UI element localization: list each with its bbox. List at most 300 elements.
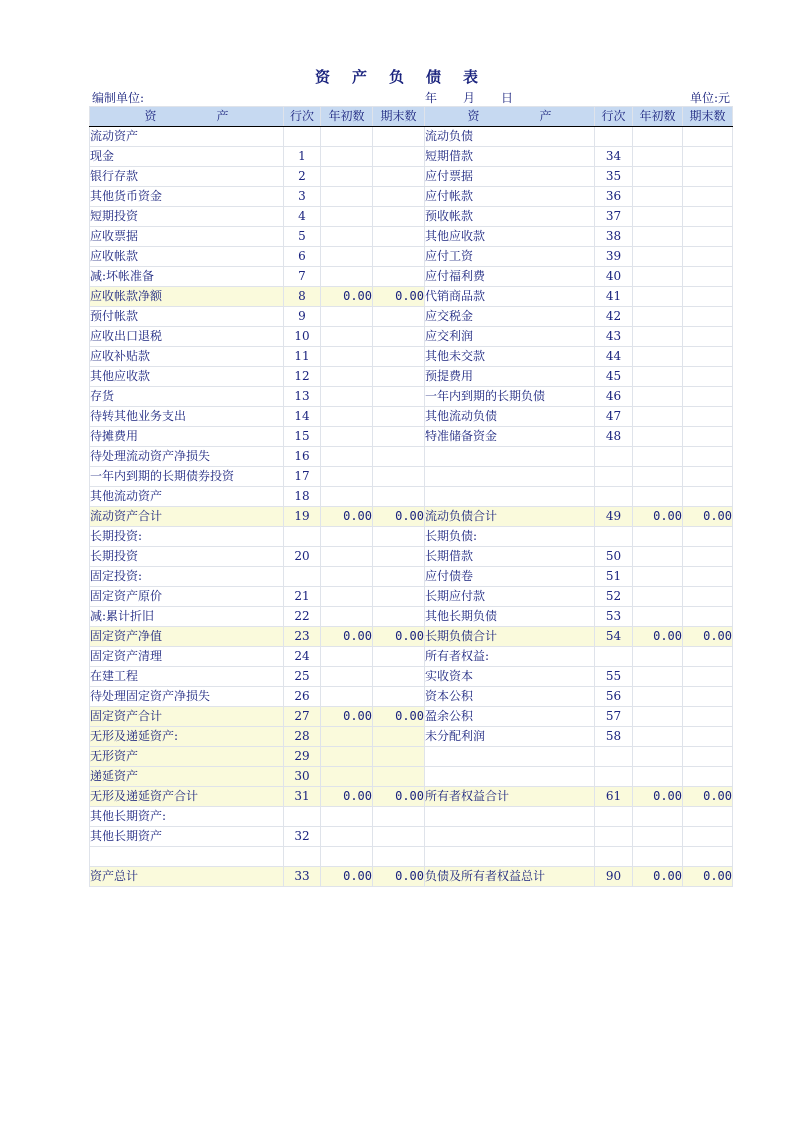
liability-end-value[interactable]: 0.00 bbox=[683, 507, 733, 527]
asset-begin-value[interactable] bbox=[321, 727, 373, 747]
liability-row-no[interactable]: 47 bbox=[595, 407, 633, 427]
liability-end-value[interactable] bbox=[683, 727, 733, 747]
asset-item-name[interactable]: 应收补贴款 bbox=[90, 347, 284, 367]
asset-item-name[interactable]: 其他流动资产 bbox=[90, 487, 284, 507]
liability-row-no[interactable]: 48 bbox=[595, 427, 633, 447]
liability-end-value[interactable] bbox=[683, 327, 733, 347]
asset-item-name[interactable]: 流动资产 bbox=[90, 127, 284, 147]
asset-item-name[interactable]: 待处理流动资产净损失 bbox=[90, 447, 284, 467]
asset-end-value[interactable] bbox=[373, 127, 425, 147]
asset-row-no[interactable]: 17 bbox=[284, 467, 321, 487]
asset-end-value[interactable] bbox=[373, 687, 425, 707]
asset-row-no[interactable]: 14 bbox=[284, 407, 321, 427]
liability-item-name[interactable]: 预提费用 bbox=[425, 367, 595, 387]
liability-begin-value[interactable] bbox=[633, 807, 683, 827]
liability-begin-value[interactable] bbox=[633, 207, 683, 227]
liability-end-value[interactable] bbox=[683, 827, 733, 847]
liability-item-name[interactable]: 预收帐款 bbox=[425, 207, 595, 227]
asset-end-value[interactable] bbox=[373, 207, 425, 227]
liability-item-name[interactable]: 应交利润 bbox=[425, 327, 595, 347]
asset-item-name[interactable]: 待摊费用 bbox=[90, 427, 284, 447]
asset-begin-value[interactable] bbox=[321, 547, 373, 567]
asset-row-no[interactable]: 27 bbox=[284, 707, 321, 727]
asset-item-name[interactable]: 一年内到期的长期债券投资 bbox=[90, 467, 284, 487]
liability-begin-value[interactable] bbox=[633, 727, 683, 747]
asset-end-value[interactable] bbox=[373, 187, 425, 207]
asset-end-value[interactable]: 0.00 bbox=[373, 507, 425, 527]
asset-row-no[interactable] bbox=[284, 807, 321, 827]
asset-row-no[interactable]: 19 bbox=[284, 507, 321, 527]
asset-begin-value[interactable]: 0.00 bbox=[321, 287, 373, 307]
liability-end-value[interactable] bbox=[683, 807, 733, 827]
asset-end-value[interactable]: 0.00 bbox=[373, 787, 425, 807]
liability-row-no[interactable]: 57 bbox=[595, 707, 633, 727]
asset-item-name[interactable]: 现金 bbox=[90, 147, 284, 167]
asset-begin-value[interactable] bbox=[321, 267, 373, 287]
asset-begin-value[interactable] bbox=[321, 367, 373, 387]
liability-end-value[interactable] bbox=[683, 447, 733, 467]
liability-end-value[interactable] bbox=[683, 527, 733, 547]
asset-row-no[interactable]: 11 bbox=[284, 347, 321, 367]
liability-end-value[interactable]: 0.00 bbox=[683, 867, 733, 887]
asset-end-value[interactable] bbox=[373, 827, 425, 847]
liability-row-no[interactable]: 42 bbox=[595, 307, 633, 327]
liability-row-no[interactable]: 51 bbox=[595, 567, 633, 587]
liability-item-name[interactable]: 其他流动负债 bbox=[425, 407, 595, 427]
asset-end-value[interactable]: 0.00 bbox=[373, 707, 425, 727]
asset-begin-value[interactable]: 0.00 bbox=[321, 707, 373, 727]
liability-row-no[interactable]: 61 bbox=[595, 787, 633, 807]
liability-item-name[interactable]: 一年内到期的长期负债 bbox=[425, 387, 595, 407]
liability-row-no[interactable] bbox=[595, 827, 633, 847]
asset-row-no[interactable]: 20 bbox=[284, 547, 321, 567]
asset-item-name[interactable]: 固定投资: bbox=[90, 567, 284, 587]
liability-row-no[interactable]: 37 bbox=[595, 207, 633, 227]
asset-begin-value[interactable] bbox=[321, 687, 373, 707]
asset-row-no[interactable]: 9 bbox=[284, 307, 321, 327]
liability-item-name[interactable] bbox=[425, 467, 595, 487]
asset-item-name[interactable]: 固定资产原价 bbox=[90, 587, 284, 607]
asset-row-no[interactable]: 29 bbox=[284, 747, 321, 767]
asset-row-no[interactable]: 6 bbox=[284, 247, 321, 267]
liability-begin-value[interactable] bbox=[633, 167, 683, 187]
asset-item-name[interactable]: 待处理固定资产净损失 bbox=[90, 687, 284, 707]
liability-end-value[interactable] bbox=[683, 287, 733, 307]
asset-row-no[interactable]: 5 bbox=[284, 227, 321, 247]
asset-row-no[interactable] bbox=[284, 567, 321, 587]
asset-item-name[interactable]: 在建工程 bbox=[90, 667, 284, 687]
asset-begin-value[interactable] bbox=[321, 607, 373, 627]
asset-item-name[interactable]: 其他应收款 bbox=[90, 367, 284, 387]
asset-row-no[interactable] bbox=[284, 847, 321, 867]
asset-row-no[interactable]: 18 bbox=[284, 487, 321, 507]
liability-row-no[interactable] bbox=[595, 527, 633, 547]
asset-begin-value[interactable] bbox=[321, 167, 373, 187]
asset-end-value[interactable] bbox=[373, 527, 425, 547]
liability-row-no[interactable]: 36 bbox=[595, 187, 633, 207]
asset-item-name[interactable]: 固定资产清理 bbox=[90, 647, 284, 667]
asset-begin-value[interactable] bbox=[321, 647, 373, 667]
asset-row-no[interactable]: 23 bbox=[284, 627, 321, 647]
asset-begin-value[interactable] bbox=[321, 327, 373, 347]
asset-end-value[interactable] bbox=[373, 447, 425, 467]
liability-begin-value[interactable] bbox=[633, 467, 683, 487]
liability-begin-value[interactable] bbox=[633, 287, 683, 307]
asset-item-name[interactable]: 应收帐款净额 bbox=[90, 287, 284, 307]
asset-begin-value[interactable] bbox=[321, 307, 373, 327]
asset-row-no[interactable] bbox=[284, 527, 321, 547]
asset-item-name[interactable]: 其他长期资产: bbox=[90, 807, 284, 827]
asset-row-no[interactable]: 22 bbox=[284, 607, 321, 627]
liability-row-no[interactable]: 34 bbox=[595, 147, 633, 167]
asset-begin-value[interactable] bbox=[321, 207, 373, 227]
liability-row-no[interactable] bbox=[595, 747, 633, 767]
asset-end-value[interactable] bbox=[373, 307, 425, 327]
liability-row-no[interactable]: 50 bbox=[595, 547, 633, 567]
asset-row-no[interactable]: 4 bbox=[284, 207, 321, 227]
asset-end-value[interactable] bbox=[373, 167, 425, 187]
asset-end-value[interactable] bbox=[373, 647, 425, 667]
asset-item-name[interactable]: 减:累计折旧 bbox=[90, 607, 284, 627]
asset-end-value[interactable] bbox=[373, 267, 425, 287]
liability-begin-value[interactable] bbox=[633, 267, 683, 287]
liability-begin-value[interactable] bbox=[633, 527, 683, 547]
liability-row-no[interactable]: 40 bbox=[595, 267, 633, 287]
liability-row-no[interactable] bbox=[595, 847, 633, 867]
asset-end-value[interactable] bbox=[373, 807, 425, 827]
liability-item-name[interactable] bbox=[425, 767, 595, 787]
liability-row-no[interactable]: 52 bbox=[595, 587, 633, 607]
asset-begin-value[interactable] bbox=[321, 827, 373, 847]
asset-item-name[interactable]: 无形及递延资产合计 bbox=[90, 787, 284, 807]
liability-begin-value[interactable] bbox=[633, 667, 683, 687]
liability-end-value[interactable] bbox=[683, 687, 733, 707]
liability-row-no[interactable]: 45 bbox=[595, 367, 633, 387]
liability-item-name[interactable]: 负债及所有者权益总计 bbox=[425, 867, 595, 887]
asset-row-no[interactable]: 21 bbox=[284, 587, 321, 607]
asset-end-value[interactable] bbox=[373, 247, 425, 267]
asset-row-no[interactable]: 28 bbox=[284, 727, 321, 747]
asset-item-name[interactable]: 存货 bbox=[90, 387, 284, 407]
liability-item-name[interactable]: 盈余公积 bbox=[425, 707, 595, 727]
liability-item-name[interactable]: 应付帐款 bbox=[425, 187, 595, 207]
asset-begin-value[interactable] bbox=[321, 567, 373, 587]
asset-end-value[interactable] bbox=[373, 427, 425, 447]
liability-row-no[interactable]: 49 bbox=[595, 507, 633, 527]
liability-begin-value[interactable] bbox=[633, 347, 683, 367]
asset-item-name[interactable]: 减:坏帐准备 bbox=[90, 267, 284, 287]
asset-row-no[interactable]: 30 bbox=[284, 767, 321, 787]
asset-end-value[interactable]: 0.00 bbox=[373, 287, 425, 307]
liability-end-value[interactable] bbox=[683, 567, 733, 587]
asset-begin-value[interactable] bbox=[321, 847, 373, 867]
liability-end-value[interactable] bbox=[683, 427, 733, 447]
liability-row-no[interactable]: 38 bbox=[595, 227, 633, 247]
liability-end-value[interactable] bbox=[683, 187, 733, 207]
liability-end-value[interactable] bbox=[683, 487, 733, 507]
liability-row-no[interactable] bbox=[595, 487, 633, 507]
liability-end-value[interactable] bbox=[683, 667, 733, 687]
liability-end-value[interactable] bbox=[683, 707, 733, 727]
asset-end-value[interactable] bbox=[373, 547, 425, 567]
asset-row-no[interactable]: 24 bbox=[284, 647, 321, 667]
liability-begin-value[interactable] bbox=[633, 147, 683, 167]
asset-begin-value[interactable]: 0.00 bbox=[321, 507, 373, 527]
liability-item-name[interactable]: 所有者权益合计 bbox=[425, 787, 595, 807]
liability-end-value[interactable] bbox=[683, 587, 733, 607]
liability-item-name[interactable] bbox=[425, 827, 595, 847]
liability-begin-value[interactable] bbox=[633, 847, 683, 867]
asset-item-name[interactable]: 短期投资 bbox=[90, 207, 284, 227]
asset-item-name[interactable]: 应收票据 bbox=[90, 227, 284, 247]
asset-end-value[interactable] bbox=[373, 467, 425, 487]
asset-row-no[interactable]: 26 bbox=[284, 687, 321, 707]
liability-item-name[interactable]: 长期负债: bbox=[425, 527, 595, 547]
asset-item-name[interactable]: 待转其他业务支出 bbox=[90, 407, 284, 427]
asset-begin-value[interactable] bbox=[321, 467, 373, 487]
liability-end-value[interactable] bbox=[683, 167, 733, 187]
asset-end-value[interactable] bbox=[373, 367, 425, 387]
liability-item-name[interactable]: 实收资本 bbox=[425, 667, 595, 687]
liability-begin-value[interactable] bbox=[633, 687, 683, 707]
asset-end-value[interactable] bbox=[373, 727, 425, 747]
liability-begin-value[interactable] bbox=[633, 547, 683, 567]
asset-item-name[interactable]: 无形资产 bbox=[90, 747, 284, 767]
liability-item-name[interactable] bbox=[425, 847, 595, 867]
liability-item-name[interactable]: 应付工资 bbox=[425, 247, 595, 267]
asset-begin-value[interactable] bbox=[321, 227, 373, 247]
liability-item-name[interactable]: 长期应付款 bbox=[425, 587, 595, 607]
asset-begin-value[interactable] bbox=[321, 447, 373, 467]
liability-begin-value[interactable] bbox=[633, 387, 683, 407]
liability-end-value[interactable]: 0.00 bbox=[683, 787, 733, 807]
liability-row-no[interactable]: 44 bbox=[595, 347, 633, 367]
liability-end-value[interactable] bbox=[683, 247, 733, 267]
asset-item-name[interactable]: 银行存款 bbox=[90, 167, 284, 187]
asset-item-name[interactable]: 其他长期资产 bbox=[90, 827, 284, 847]
liability-begin-value[interactable]: 0.00 bbox=[633, 627, 683, 647]
liability-begin-value[interactable] bbox=[633, 707, 683, 727]
liability-item-name[interactable]: 应付福利费 bbox=[425, 267, 595, 287]
liability-item-name[interactable] bbox=[425, 807, 595, 827]
liability-end-value[interactable]: 0.00 bbox=[683, 627, 733, 647]
asset-item-name[interactable]: 固定资产合计 bbox=[90, 707, 284, 727]
asset-row-no[interactable]: 16 bbox=[284, 447, 321, 467]
asset-row-no[interactable]: 13 bbox=[284, 387, 321, 407]
liability-end-value[interactable] bbox=[683, 467, 733, 487]
asset-begin-value[interactable] bbox=[321, 767, 373, 787]
liability-end-value[interactable] bbox=[683, 747, 733, 767]
liability-item-name[interactable]: 所有者权益: bbox=[425, 647, 595, 667]
asset-end-value[interactable] bbox=[373, 227, 425, 247]
asset-begin-value[interactable] bbox=[321, 147, 373, 167]
liability-item-name[interactable]: 流动负债 bbox=[425, 127, 595, 147]
asset-end-value[interactable]: 0.00 bbox=[373, 867, 425, 887]
liability-begin-value[interactable] bbox=[633, 567, 683, 587]
asset-end-value[interactable] bbox=[373, 847, 425, 867]
liability-item-name[interactable]: 应交税金 bbox=[425, 307, 595, 327]
liability-begin-value[interactable] bbox=[633, 367, 683, 387]
liability-item-name[interactable]: 应付票据 bbox=[425, 167, 595, 187]
asset-row-no[interactable]: 10 bbox=[284, 327, 321, 347]
liability-row-no[interactable]: 46 bbox=[595, 387, 633, 407]
liability-row-no[interactable] bbox=[595, 447, 633, 467]
asset-item-name[interactable]: 流动资产合计 bbox=[90, 507, 284, 527]
asset-end-value[interactable] bbox=[373, 327, 425, 347]
liability-begin-value[interactable] bbox=[633, 427, 683, 447]
asset-begin-value[interactable]: 0.00 bbox=[321, 787, 373, 807]
liability-item-name[interactable]: 未分配利润 bbox=[425, 727, 595, 747]
asset-begin-value[interactable] bbox=[321, 407, 373, 427]
liability-begin-value[interactable] bbox=[633, 327, 683, 347]
liability-begin-value[interactable] bbox=[633, 647, 683, 667]
liability-end-value[interactable] bbox=[683, 367, 733, 387]
liability-begin-value[interactable] bbox=[633, 587, 683, 607]
asset-begin-value[interactable] bbox=[321, 667, 373, 687]
asset-end-value[interactable] bbox=[373, 347, 425, 367]
asset-end-value[interactable] bbox=[373, 767, 425, 787]
asset-end-value[interactable] bbox=[373, 387, 425, 407]
asset-item-name[interactable]: 无形及递延资产: bbox=[90, 727, 284, 747]
asset-row-no[interactable]: 2 bbox=[284, 167, 321, 187]
asset-item-name[interactable]: 长期投资 bbox=[90, 547, 284, 567]
asset-row-no[interactable]: 31 bbox=[284, 787, 321, 807]
liability-begin-value[interactable] bbox=[633, 747, 683, 767]
liability-item-name[interactable]: 流动负债合计 bbox=[425, 507, 595, 527]
liability-item-name[interactable]: 资本公积 bbox=[425, 687, 595, 707]
liability-row-no[interactable]: 43 bbox=[595, 327, 633, 347]
asset-end-value[interactable] bbox=[373, 407, 425, 427]
liability-row-no[interactable] bbox=[595, 127, 633, 147]
liability-end-value[interactable] bbox=[683, 347, 733, 367]
liability-begin-value[interactable] bbox=[633, 227, 683, 247]
asset-begin-value[interactable] bbox=[321, 387, 373, 407]
liability-row-no[interactable] bbox=[595, 807, 633, 827]
liability-end-value[interactable] bbox=[683, 207, 733, 227]
asset-item-name[interactable]: 应收出口退税 bbox=[90, 327, 284, 347]
liability-row-no[interactable]: 56 bbox=[595, 687, 633, 707]
asset-end-value[interactable] bbox=[373, 567, 425, 587]
liability-begin-value[interactable] bbox=[633, 307, 683, 327]
asset-item-name[interactable]: 递延资产 bbox=[90, 767, 284, 787]
asset-end-value[interactable] bbox=[373, 587, 425, 607]
liability-end-value[interactable] bbox=[683, 767, 733, 787]
liability-item-name[interactable] bbox=[425, 487, 595, 507]
liability-begin-value[interactable] bbox=[633, 607, 683, 627]
liability-begin-value[interactable] bbox=[633, 247, 683, 267]
liability-item-name[interactable]: 其他应收款 bbox=[425, 227, 595, 247]
asset-row-no[interactable]: 7 bbox=[284, 267, 321, 287]
asset-begin-value[interactable] bbox=[321, 587, 373, 607]
asset-begin-value[interactable] bbox=[321, 807, 373, 827]
liability-end-value[interactable] bbox=[683, 267, 733, 287]
asset-begin-value[interactable] bbox=[321, 347, 373, 367]
liability-end-value[interactable] bbox=[683, 607, 733, 627]
liability-begin-value[interactable]: 0.00 bbox=[633, 507, 683, 527]
liability-row-no[interactable]: 55 bbox=[595, 667, 633, 687]
asset-end-value[interactable] bbox=[373, 607, 425, 627]
liability-item-name[interactable]: 应付债卷 bbox=[425, 567, 595, 587]
asset-row-no[interactable]: 1 bbox=[284, 147, 321, 167]
liability-begin-value[interactable] bbox=[633, 827, 683, 847]
liability-begin-value[interactable]: 0.00 bbox=[633, 867, 683, 887]
liability-row-no[interactable]: 39 bbox=[595, 247, 633, 267]
asset-item-name[interactable]: 预付帐款 bbox=[90, 307, 284, 327]
asset-end-value[interactable]: 0.00 bbox=[373, 627, 425, 647]
liability-item-name[interactable] bbox=[425, 747, 595, 767]
liability-item-name[interactable]: 代销商品款 bbox=[425, 287, 595, 307]
liability-item-name[interactable]: 其他未交款 bbox=[425, 347, 595, 367]
asset-begin-value[interactable] bbox=[321, 747, 373, 767]
asset-begin-value[interactable]: 0.00 bbox=[321, 627, 373, 647]
liability-end-value[interactable] bbox=[683, 387, 733, 407]
asset-end-value[interactable] bbox=[373, 147, 425, 167]
asset-item-name[interactable]: 固定资产净值 bbox=[90, 627, 284, 647]
liability-begin-value[interactable] bbox=[633, 767, 683, 787]
asset-begin-value[interactable] bbox=[321, 487, 373, 507]
asset-item-name[interactable]: 长期投资: bbox=[90, 527, 284, 547]
asset-end-value[interactable] bbox=[373, 487, 425, 507]
asset-row-no[interactable]: 12 bbox=[284, 367, 321, 387]
liability-row-no[interactable]: 35 bbox=[595, 167, 633, 187]
liability-begin-value[interactable] bbox=[633, 447, 683, 467]
liability-end-value[interactable] bbox=[683, 147, 733, 167]
liability-row-no[interactable] bbox=[595, 647, 633, 667]
asset-end-value[interactable] bbox=[373, 747, 425, 767]
liability-item-name[interactable]: 长期负债合计 bbox=[425, 627, 595, 647]
liability-item-name[interactable]: 短期借款 bbox=[425, 147, 595, 167]
asset-item-name[interactable] bbox=[90, 847, 284, 867]
asset-item-name[interactable]: 资产总计 bbox=[90, 867, 284, 887]
liability-row-no[interactable]: 54 bbox=[595, 627, 633, 647]
liability-begin-value[interactable] bbox=[633, 407, 683, 427]
asset-row-no[interactable]: 25 bbox=[284, 667, 321, 687]
liability-item-name[interactable]: 其他长期负债 bbox=[425, 607, 595, 627]
asset-begin-value[interactable] bbox=[321, 127, 373, 147]
asset-row-no[interactable] bbox=[284, 127, 321, 147]
liability-row-no[interactable] bbox=[595, 467, 633, 487]
liability-item-name[interactable]: 特准储备资金 bbox=[425, 427, 595, 447]
liability-end-value[interactable] bbox=[683, 407, 733, 427]
asset-begin-value[interactable] bbox=[321, 187, 373, 207]
liability-row-no[interactable]: 58 bbox=[595, 727, 633, 747]
asset-item-name[interactable]: 应收帐款 bbox=[90, 247, 284, 267]
asset-end-value[interactable] bbox=[373, 667, 425, 687]
liability-end-value[interactable] bbox=[683, 547, 733, 567]
liability-begin-value[interactable] bbox=[633, 487, 683, 507]
asset-row-no[interactable]: 32 bbox=[284, 827, 321, 847]
liability-begin-value[interactable] bbox=[633, 187, 683, 207]
asset-row-no[interactable]: 8 bbox=[284, 287, 321, 307]
asset-item-name[interactable]: 其他货币资金 bbox=[90, 187, 284, 207]
asset-begin-value[interactable] bbox=[321, 527, 373, 547]
liability-row-no[interactable]: 53 bbox=[595, 607, 633, 627]
liability-end-value[interactable] bbox=[683, 227, 733, 247]
liability-begin-value[interactable]: 0.00 bbox=[633, 787, 683, 807]
liability-end-value[interactable] bbox=[683, 647, 733, 667]
asset-begin-value[interactable] bbox=[321, 247, 373, 267]
asset-row-no[interactable]: 15 bbox=[284, 427, 321, 447]
asset-begin-value[interactable]: 0.00 bbox=[321, 867, 373, 887]
liability-end-value[interactable] bbox=[683, 307, 733, 327]
liability-row-no[interactable]: 90 bbox=[595, 867, 633, 887]
liability-end-value[interactable] bbox=[683, 847, 733, 867]
asset-begin-value[interactable] bbox=[321, 427, 373, 447]
liability-begin-value[interactable] bbox=[633, 127, 683, 147]
liability-row-no[interactable] bbox=[595, 767, 633, 787]
asset-row-no[interactable]: 33 bbox=[284, 867, 321, 887]
liability-end-value[interactable] bbox=[683, 127, 733, 147]
